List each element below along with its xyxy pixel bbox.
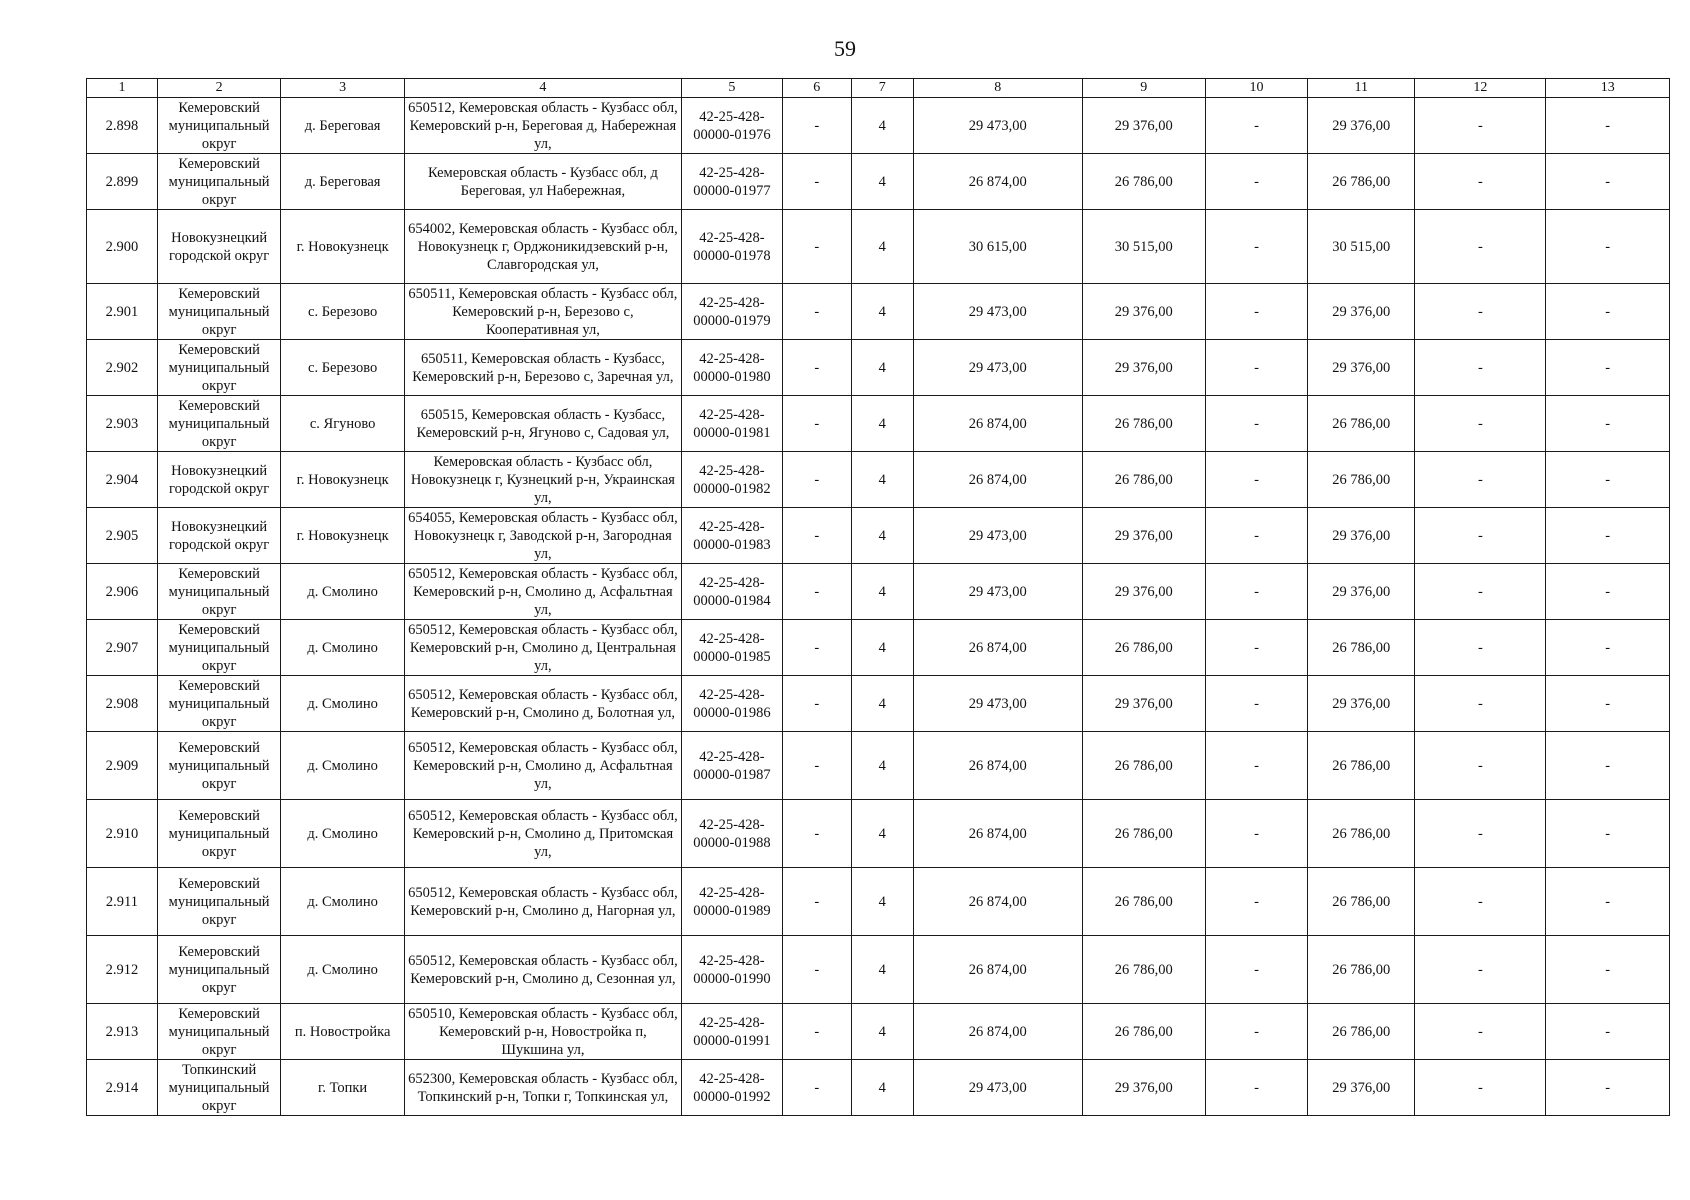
- address-cell: 650511, Кемеровская область - Кузбасс, Кемеровский р-н, Березово с, Заречная ул,: [404, 340, 681, 396]
- address-cell: Кемеровская область - Кузбасс обл, Новокузнецк г, Кузнецкий р-н, Украинская ул,: [404, 452, 681, 508]
- code-cell: 42-25-428-00000-01988: [681, 800, 782, 868]
- col11-value: 29 376,00: [1308, 284, 1415, 340]
- locality-cell: с. Березово: [281, 284, 405, 340]
- table-row: [87, 620, 1670, 676]
- col6-cell: -: [782, 732, 851, 800]
- col7-cell: 4: [851, 210, 913, 284]
- district-cell: Кемеровский муниципальный округ: [157, 340, 281, 396]
- locality-cell: д. Смолино: [281, 868, 405, 936]
- table-row: [87, 732, 1670, 800]
- district-cell: Кемеровский муниципальный округ: [157, 1004, 281, 1060]
- col9-value: 29 376,00: [1082, 98, 1206, 154]
- col9-value: 29 376,00: [1082, 676, 1206, 732]
- col12-cell: -: [1415, 508, 1546, 564]
- locality-cell: п. Новостройка: [281, 1004, 405, 1060]
- address-cell: 650512, Кемеровская область - Кузбасс обл, Кемеровский р-н, Смолино д, Асфальтная ул,: [404, 732, 681, 800]
- col13-cell: -: [1546, 1004, 1670, 1060]
- address-cell: 650510, Кемеровская область - Кузбасс обл, Кемеровский р-н, Новостройка п, Шукшина ул,: [404, 1004, 681, 1060]
- locality-cell: г. Новокузнецк: [281, 452, 405, 508]
- col12-cell: -: [1415, 340, 1546, 396]
- row-number: 2.905: [87, 508, 158, 564]
- row-number: 2.911: [87, 868, 158, 936]
- column-header: 11: [1308, 79, 1415, 98]
- col6-cell: -: [782, 210, 851, 284]
- col13-cell: -: [1546, 564, 1670, 620]
- col10-cell: -: [1206, 340, 1308, 396]
- col7-cell: 4: [851, 452, 913, 508]
- col9-value: 26 786,00: [1082, 154, 1206, 210]
- district-cell: Топкинский муниципальный округ: [157, 1060, 281, 1116]
- code-cell: 42-25-428-00000-01989: [681, 868, 782, 936]
- district-cell: Новокузнецкий городской округ: [157, 210, 281, 284]
- column-header: 2: [157, 79, 281, 98]
- column-header: 10: [1206, 79, 1308, 98]
- col11-value: 29 376,00: [1308, 98, 1415, 154]
- code-cell: 42-25-428-00000-01977: [681, 154, 782, 210]
- col11-value: 29 376,00: [1308, 564, 1415, 620]
- col13-cell: -: [1546, 620, 1670, 676]
- locality-cell: д. Береговая: [281, 98, 405, 154]
- col13-cell: -: [1546, 98, 1670, 154]
- col7-cell: 4: [851, 868, 913, 936]
- col8-value: 29 473,00: [913, 564, 1082, 620]
- row-number: 2.909: [87, 732, 158, 800]
- table-row: [87, 284, 1670, 340]
- district-cell: Новокузнецкий городской округ: [157, 452, 281, 508]
- address-cell: 650512, Кемеровская область - Кузбасс обл, Кемеровский р-н, Смолино д, Нагорная ул,: [404, 868, 681, 936]
- col8-value: 29 473,00: [913, 340, 1082, 396]
- table-row: [87, 154, 1670, 210]
- register-table: [86, 78, 1670, 1116]
- col6-cell: -: [782, 396, 851, 452]
- col10-cell: -: [1206, 676, 1308, 732]
- col6-cell: -: [782, 1060, 851, 1116]
- code-cell: 42-25-428-00000-01978: [681, 210, 782, 284]
- col7-cell: 4: [851, 732, 913, 800]
- row-number: 2.903: [87, 396, 158, 452]
- col13-cell: -: [1546, 284, 1670, 340]
- address-cell: Кемеровская область - Кузбасс обл, д Береговая, ул Набережная,: [404, 154, 681, 210]
- district-cell: Кемеровский муниципальный округ: [157, 396, 281, 452]
- address-cell: 650515, Кемеровская область - Кузбасс, Кемеровский р-н, Ягуново с, Садовая ул,: [404, 396, 681, 452]
- address-cell: 654055, Кемеровская область - Кузбасс обл, Новокузнецк г, Заводской р-н, Загородная ул,: [404, 508, 681, 564]
- col11-value: 29 376,00: [1308, 508, 1415, 564]
- col12-cell: -: [1415, 868, 1546, 936]
- col9-value: 26 786,00: [1082, 452, 1206, 508]
- col10-cell: -: [1206, 284, 1308, 340]
- code-cell: 42-25-428-00000-01979: [681, 284, 782, 340]
- col6-cell: -: [782, 98, 851, 154]
- locality-cell: с. Ягуново: [281, 396, 405, 452]
- col6-cell: -: [782, 564, 851, 620]
- col8-value: 29 473,00: [913, 1060, 1082, 1116]
- row-number: 2.914: [87, 1060, 158, 1116]
- table-row: [87, 564, 1670, 620]
- row-number: 2.913: [87, 1004, 158, 1060]
- locality-cell: д. Береговая: [281, 154, 405, 210]
- code-cell: 42-25-428-00000-01976: [681, 98, 782, 154]
- col6-cell: -: [782, 936, 851, 1004]
- col8-value: 29 473,00: [913, 98, 1082, 154]
- code-cell: 42-25-428-00000-01987: [681, 732, 782, 800]
- col10-cell: -: [1206, 1004, 1308, 1060]
- column-header: 12: [1415, 79, 1546, 98]
- page-number: 59: [834, 36, 856, 61]
- col12-cell: -: [1415, 732, 1546, 800]
- row-number: 2.901: [87, 284, 158, 340]
- col8-value: 29 473,00: [913, 284, 1082, 340]
- row-number: 2.910: [87, 800, 158, 868]
- row-number: 2.906: [87, 564, 158, 620]
- col12-cell: -: [1415, 676, 1546, 732]
- col9-value: 26 786,00: [1082, 1004, 1206, 1060]
- col9-value: 26 786,00: [1082, 732, 1206, 800]
- col12-cell: -: [1415, 1060, 1546, 1116]
- table-row: [87, 340, 1670, 396]
- address-cell: 650512, Кемеровская область - Кузбасс обл, Кемеровский р-н, Смолино д, Сезонная ул,: [404, 936, 681, 1004]
- col8-value: 26 874,00: [913, 732, 1082, 800]
- col6-cell: -: [782, 154, 851, 210]
- col8-value: 26 874,00: [913, 1004, 1082, 1060]
- col12-cell: -: [1415, 98, 1546, 154]
- col11-value: 26 786,00: [1308, 452, 1415, 508]
- address-cell: 650512, Кемеровская область - Кузбасс обл, Кемеровский р-н, Смолино д, Центральная ул,: [404, 620, 681, 676]
- district-cell: Кемеровский муниципальный округ: [157, 564, 281, 620]
- col11-value: 26 786,00: [1308, 620, 1415, 676]
- code-cell: 42-25-428-00000-01981: [681, 396, 782, 452]
- col6-cell: -: [782, 1004, 851, 1060]
- col9-value: 29 376,00: [1082, 564, 1206, 620]
- col13-cell: -: [1546, 210, 1670, 284]
- table-body: [87, 98, 1670, 1116]
- col6-cell: -: [782, 284, 851, 340]
- col12-cell: -: [1415, 154, 1546, 210]
- col7-cell: 4: [851, 508, 913, 564]
- column-header: 13: [1546, 79, 1670, 98]
- col12-cell: -: [1415, 800, 1546, 868]
- table-row: [87, 508, 1670, 564]
- locality-cell: г. Новокузнецк: [281, 210, 405, 284]
- col8-value: 26 874,00: [913, 396, 1082, 452]
- col11-value: 26 786,00: [1308, 868, 1415, 936]
- col11-value: 26 786,00: [1308, 154, 1415, 210]
- col7-cell: 4: [851, 154, 913, 210]
- col11-value: 26 786,00: [1308, 800, 1415, 868]
- column-header: 8: [913, 79, 1082, 98]
- row-number: 2.904: [87, 452, 158, 508]
- code-cell: 42-25-428-00000-01985: [681, 620, 782, 676]
- col8-value: 26 874,00: [913, 452, 1082, 508]
- col11-value: 29 376,00: [1308, 1060, 1415, 1116]
- col11-value: 26 786,00: [1308, 732, 1415, 800]
- table-row: [87, 676, 1670, 732]
- col7-cell: 4: [851, 1004, 913, 1060]
- col9-value: 29 376,00: [1082, 508, 1206, 564]
- col9-value: 26 786,00: [1082, 868, 1206, 936]
- locality-cell: д. Смолино: [281, 936, 405, 1004]
- table-row: [87, 800, 1670, 868]
- col10-cell: -: [1206, 98, 1308, 154]
- table-row: [87, 1060, 1670, 1116]
- code-cell: 42-25-428-00000-01990: [681, 936, 782, 1004]
- col8-value: 26 874,00: [913, 154, 1082, 210]
- col7-cell: 4: [851, 396, 913, 452]
- col6-cell: -: [782, 868, 851, 936]
- district-cell: Кемеровский муниципальный округ: [157, 154, 281, 210]
- table-row: [87, 452, 1670, 508]
- table-row: [87, 396, 1670, 452]
- col13-cell: -: [1546, 508, 1670, 564]
- code-cell: 42-25-428-00000-01984: [681, 564, 782, 620]
- district-cell: Кемеровский муниципальный округ: [157, 620, 281, 676]
- col7-cell: 4: [851, 1060, 913, 1116]
- column-header: 7: [851, 79, 913, 98]
- col7-cell: 4: [851, 676, 913, 732]
- table-row: [87, 868, 1670, 936]
- col11-value: 29 376,00: [1308, 676, 1415, 732]
- locality-cell: д. Смолино: [281, 800, 405, 868]
- col11-value: 29 376,00: [1308, 340, 1415, 396]
- col6-cell: -: [782, 620, 851, 676]
- column-header: 6: [782, 79, 851, 98]
- col6-cell: -: [782, 452, 851, 508]
- col10-cell: -: [1206, 1060, 1308, 1116]
- col13-cell: -: [1546, 154, 1670, 210]
- code-cell: 42-25-428-00000-01983: [681, 508, 782, 564]
- code-cell: 42-25-428-00000-01991: [681, 1004, 782, 1060]
- col6-cell: -: [782, 508, 851, 564]
- column-header: 4: [404, 79, 681, 98]
- col13-cell: -: [1546, 676, 1670, 732]
- col10-cell: -: [1206, 868, 1308, 936]
- col11-value: 26 786,00: [1308, 396, 1415, 452]
- district-cell: Кемеровский муниципальный округ: [157, 868, 281, 936]
- col9-value: 26 786,00: [1082, 396, 1206, 452]
- col8-value: 26 874,00: [913, 868, 1082, 936]
- col10-cell: -: [1206, 452, 1308, 508]
- col6-cell: -: [782, 340, 851, 396]
- address-cell: 650512, Кемеровская область - Кузбасс обл, Кемеровский р-н, Смолино д, Асфальтная ул,: [404, 564, 681, 620]
- code-cell: 42-25-428-00000-01986: [681, 676, 782, 732]
- col9-value: 26 786,00: [1082, 936, 1206, 1004]
- district-cell: Кемеровский муниципальный округ: [157, 800, 281, 868]
- col7-cell: 4: [851, 340, 913, 396]
- col10-cell: -: [1206, 396, 1308, 452]
- col13-cell: -: [1546, 732, 1670, 800]
- col8-value: 29 473,00: [913, 676, 1082, 732]
- col9-value: 26 786,00: [1082, 620, 1206, 676]
- row-number: 2.899: [87, 154, 158, 210]
- col6-cell: -: [782, 676, 851, 732]
- col10-cell: -: [1206, 508, 1308, 564]
- address-cell: 652300, Кемеровская область - Кузбасс обл, Топкинский р-н, Топки г, Топкинская ул,: [404, 1060, 681, 1116]
- address-cell: 650511, Кемеровская область - Кузбасс обл, Кемеровский р-н, Березово с, Кооперативная ул,: [404, 284, 681, 340]
- district-cell: Кемеровский муниципальный округ: [157, 936, 281, 1004]
- col9-value: 29 376,00: [1082, 1060, 1206, 1116]
- locality-cell: с. Березово: [281, 340, 405, 396]
- col13-cell: -: [1546, 868, 1670, 936]
- col12-cell: -: [1415, 564, 1546, 620]
- col9-value: 30 515,00: [1082, 210, 1206, 284]
- col10-cell: -: [1206, 936, 1308, 1004]
- district-cell: Новокузнецкий городской округ: [157, 508, 281, 564]
- col9-value: 29 376,00: [1082, 340, 1206, 396]
- col13-cell: -: [1546, 340, 1670, 396]
- code-cell: 42-25-428-00000-01980: [681, 340, 782, 396]
- col6-cell: -: [782, 800, 851, 868]
- col10-cell: -: [1206, 564, 1308, 620]
- col13-cell: -: [1546, 396, 1670, 452]
- col13-cell: -: [1546, 936, 1670, 1004]
- col13-cell: -: [1546, 800, 1670, 868]
- col11-value: 30 515,00: [1308, 210, 1415, 284]
- table-row: [87, 98, 1670, 154]
- district-cell: Кемеровский муниципальный округ: [157, 732, 281, 800]
- col12-cell: -: [1415, 210, 1546, 284]
- table-row: [87, 1004, 1670, 1060]
- row-number: 2.898: [87, 98, 158, 154]
- row-number: 2.912: [87, 936, 158, 1004]
- col12-cell: -: [1415, 284, 1546, 340]
- header-row: [87, 79, 1670, 98]
- col10-cell: -: [1206, 732, 1308, 800]
- column-header: 9: [1082, 79, 1206, 98]
- locality-cell: д. Смолино: [281, 620, 405, 676]
- col9-value: 29 376,00: [1082, 284, 1206, 340]
- row-number: 2.907: [87, 620, 158, 676]
- table-row: [87, 936, 1670, 1004]
- locality-cell: г. Топки: [281, 1060, 405, 1116]
- column-header: 5: [681, 79, 782, 98]
- column-header: 3: [281, 79, 405, 98]
- col10-cell: -: [1206, 800, 1308, 868]
- col8-value: 26 874,00: [913, 620, 1082, 676]
- col9-value: 26 786,00: [1082, 800, 1206, 868]
- col7-cell: 4: [851, 620, 913, 676]
- locality-cell: д. Смолино: [281, 564, 405, 620]
- col12-cell: -: [1415, 620, 1546, 676]
- col10-cell: -: [1206, 210, 1308, 284]
- col8-value: 26 874,00: [913, 800, 1082, 868]
- row-number: 2.900: [87, 210, 158, 284]
- locality-cell: д. Смолино: [281, 676, 405, 732]
- column-header: 1: [87, 79, 158, 98]
- col13-cell: -: [1546, 452, 1670, 508]
- col12-cell: -: [1415, 936, 1546, 1004]
- col7-cell: 4: [851, 564, 913, 620]
- locality-cell: д. Смолино: [281, 732, 405, 800]
- row-number: 2.902: [87, 340, 158, 396]
- col7-cell: 4: [851, 98, 913, 154]
- address-cell: 650512, Кемеровская область - Кузбасс обл, Кемеровский р-н, Смолино д, Болотная ул,: [404, 676, 681, 732]
- code-cell: 42-25-428-00000-01982: [681, 452, 782, 508]
- col8-value: 30 615,00: [913, 210, 1082, 284]
- col7-cell: 4: [851, 936, 913, 1004]
- code-cell: 42-25-428-00000-01992: [681, 1060, 782, 1116]
- table-row: [87, 210, 1670, 284]
- district-cell: Кемеровский муниципальный округ: [157, 284, 281, 340]
- col12-cell: -: [1415, 452, 1546, 508]
- col7-cell: 4: [851, 800, 913, 868]
- col10-cell: -: [1206, 154, 1308, 210]
- address-cell: 654002, Кемеровская область - Кузбасс обл, Новокузнецк г, Орджоникидзевский р-н, Славгородская ул,: [404, 210, 681, 284]
- col11-value: 26 786,00: [1308, 1004, 1415, 1060]
- district-cell: Кемеровский муниципальный округ: [157, 98, 281, 154]
- col12-cell: -: [1415, 396, 1546, 452]
- address-cell: 650512, Кемеровская область - Кузбасс обл, Кемеровский р-н, Смолино д, Притомская ул,: [404, 800, 681, 868]
- col7-cell: 4: [851, 284, 913, 340]
- locality-cell: г. Новокузнецк: [281, 508, 405, 564]
- district-cell: Кемеровский муниципальный округ: [157, 676, 281, 732]
- col12-cell: -: [1415, 1004, 1546, 1060]
- col13-cell: -: [1546, 1060, 1670, 1116]
- col11-value: 26 786,00: [1308, 936, 1415, 1004]
- address-cell: 650512, Кемеровская область - Кузбасс обл, Кемеровский р-н, Береговая д, Набережная ул,: [404, 98, 681, 154]
- col8-value: 29 473,00: [913, 508, 1082, 564]
- col10-cell: -: [1206, 620, 1308, 676]
- row-number: 2.908: [87, 676, 158, 732]
- col8-value: 26 874,00: [913, 936, 1082, 1004]
